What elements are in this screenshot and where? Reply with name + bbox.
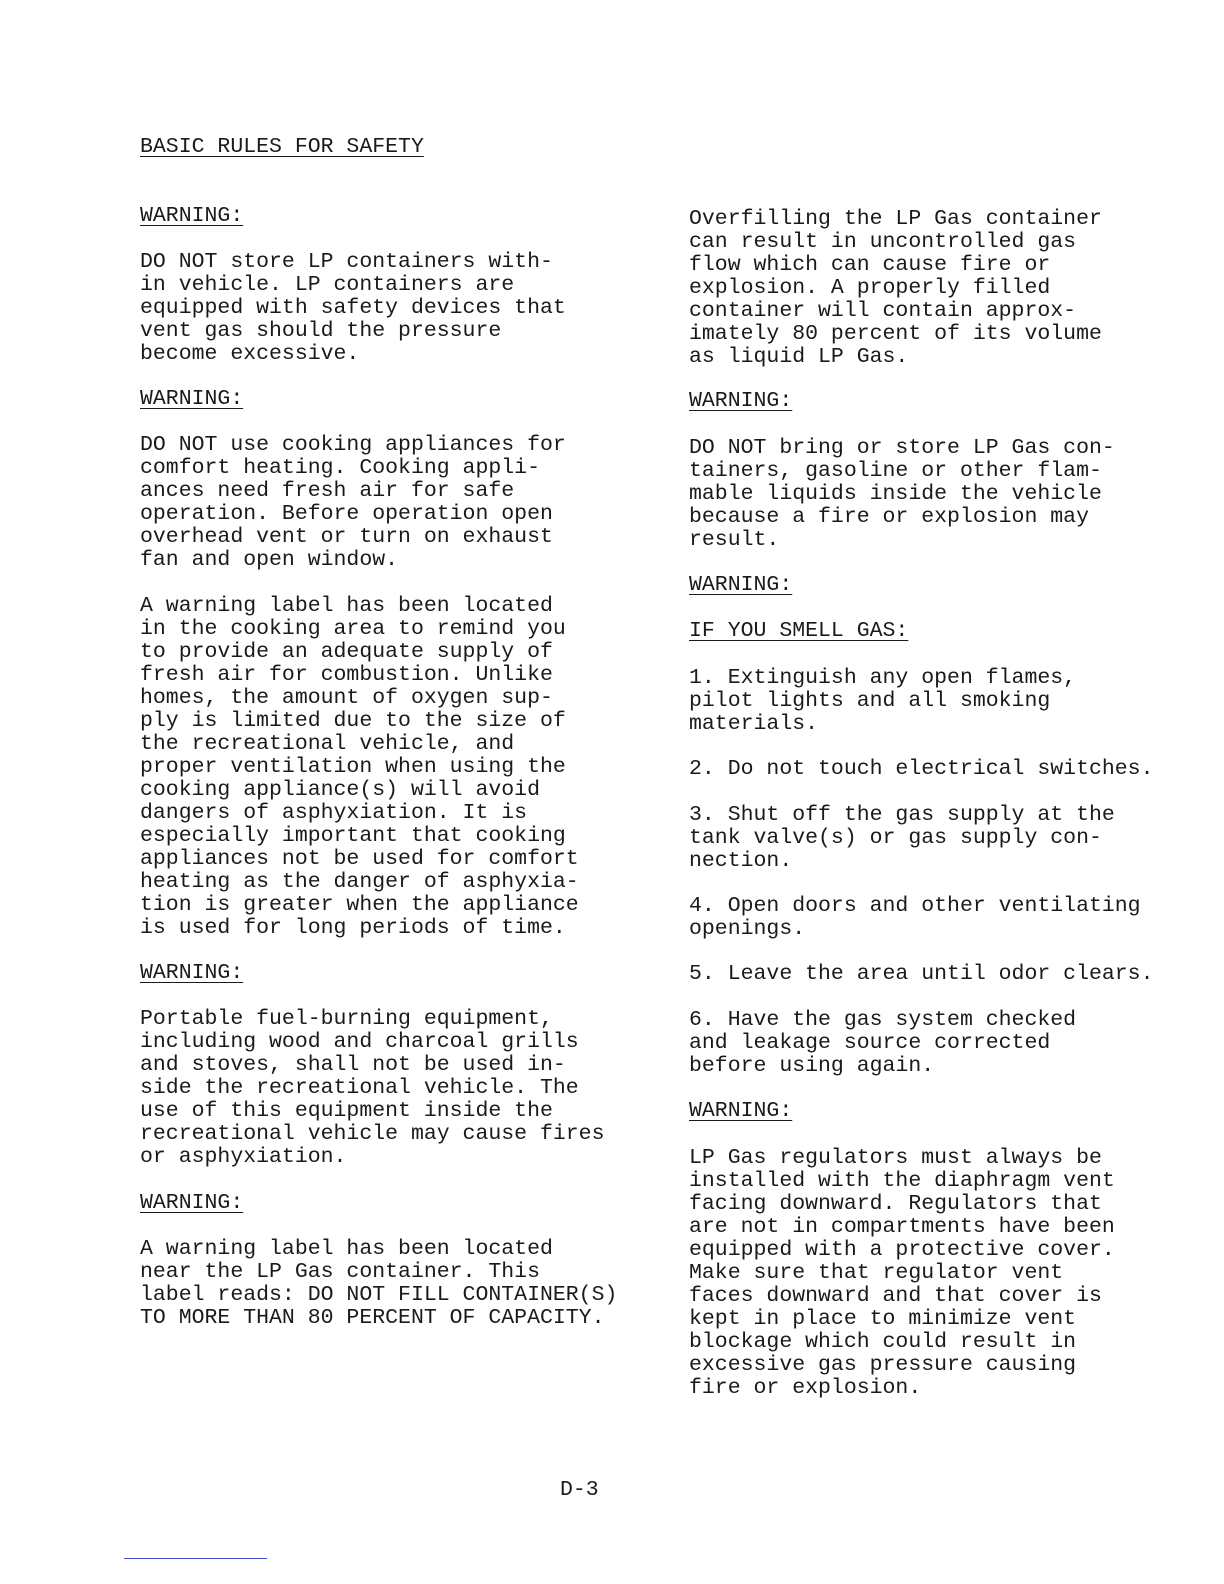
text-line: container will contain approx- — [689, 299, 1077, 323]
text-line: LP Gas regulators must always be — [689, 1146, 1102, 1170]
list-item: 6. Have the gas system checked — [689, 1008, 1077, 1032]
text-line: DO NOT bring or store LP Gas con- — [689, 436, 1115, 460]
text-line: use of this equipment inside the — [140, 1099, 553, 1123]
text-line: proper ventilation when using the — [140, 755, 566, 779]
list-item: materials. — [689, 712, 819, 736]
text-line: especially important that cooking — [140, 824, 566, 848]
text-line: because a fire or explosion may — [689, 505, 1089, 529]
text-line: result. — [689, 528, 780, 552]
text-line: fire or explosion. — [689, 1376, 922, 1400]
list-item: and leakage source corrected — [689, 1031, 1051, 1055]
text-line: to provide an adequate supply of — [140, 640, 553, 664]
text-line: blockage which could result in — [689, 1330, 1077, 1354]
text-line: tion is greater when the appliance — [140, 893, 579, 917]
text-line: side the recreational vehicle. The — [140, 1076, 579, 1100]
page-heading: BASIC RULES FOR SAFETY — [140, 135, 424, 159]
list-item: 4. Open doors and other ventilating — [689, 894, 1141, 918]
text-line: label reads: DO NOT FILL CONTAINER(S) — [140, 1283, 618, 1307]
text-line: become excessive. — [140, 342, 360, 366]
text-line: Portable fuel-burning equipment, — [140, 1007, 553, 1031]
text-line: comfort heating. Cooking appli- — [140, 456, 540, 480]
text-line: tainers, gasoline or other flam- — [689, 459, 1102, 483]
text-line: ply is limited due to the size of — [140, 709, 566, 733]
text-line: fan and open window. — [140, 548, 399, 572]
text-line: heating as the danger of asphyxia- — [140, 870, 579, 894]
text-line: TO MORE THAN 80 PERCENT OF CAPACITY. — [140, 1306, 605, 1330]
text-line: DO NOT store LP containers with- — [140, 250, 553, 274]
text-line: cooking appliance(s) will avoid — [140, 778, 540, 802]
text-line: and stoves, shall not be used in- — [140, 1053, 566, 1077]
text-line: mable liquids inside the vehicle — [689, 482, 1102, 506]
text-line: Make sure that regulator vent — [689, 1261, 1064, 1285]
list-item: before using again. — [689, 1054, 935, 1078]
text-line: or asphyxiation. — [140, 1145, 347, 1169]
text-line: imately 80 percent of its volume — [689, 322, 1102, 346]
text-line: including wood and charcoal grills — [140, 1030, 579, 1054]
warning-label: WARNING: — [689, 1099, 793, 1123]
list-item: tank valve(s) or gas supply con- — [689, 826, 1102, 850]
warning-label: WARNING: — [140, 204, 244, 228]
warning-label: WARNING: — [140, 961, 244, 985]
text-line: faces downward and that cover is — [689, 1284, 1102, 1308]
smell-gas-subheading: IF YOU SMELL GAS: — [689, 619, 909, 643]
text-line: DO NOT use cooking appliances for — [140, 433, 566, 457]
text-line: the recreational vehicle, and — [140, 732, 515, 756]
text-line: appliances not be used for comfort — [140, 847, 579, 871]
text-line: excessive gas pressure causing — [689, 1353, 1077, 1377]
text-line: installed with the diaphragm vent — [689, 1169, 1115, 1193]
text-line: is used for long periods of time. — [140, 916, 566, 940]
text-line: can result in uncontrolled gas — [689, 230, 1077, 254]
text-line: operation. Before operation open — [140, 502, 553, 526]
warning-label: WARNING: — [140, 387, 244, 411]
text-line: are not in compartments have been — [689, 1215, 1115, 1239]
text-line: recreational vehicle may cause fires — [140, 1122, 605, 1146]
text-line: in vehicle. LP containers are — [140, 273, 515, 297]
text-line: equipped with a protective cover. — [689, 1238, 1115, 1262]
text-line: equipped with safety devices that — [140, 296, 566, 320]
list-item: pilot lights and all smoking — [689, 689, 1051, 713]
warning-label: WARNING: — [689, 389, 793, 413]
text-line: explosion. A properly filled — [689, 276, 1051, 300]
text-line: Overfilling the LP Gas container — [689, 207, 1102, 231]
text-line: kept in place to minimize vent — [689, 1307, 1077, 1331]
footer-rule — [124, 1558, 267, 1559]
page-number: D-3 — [560, 1478, 599, 1502]
list-item: nection. — [689, 849, 793, 873]
text-line: as liquid LP Gas. — [689, 345, 909, 369]
text-line: dangers of asphyxiation. It is — [140, 801, 528, 825]
text-line: A warning label has been located — [140, 594, 553, 618]
text-line: in the cooking area to remind you — [140, 617, 566, 641]
list-item: openings. — [689, 917, 806, 941]
list-item: 1. Extinguish any open flames, — [689, 666, 1077, 690]
text-line: overhead vent or turn on exhaust — [140, 525, 553, 549]
list-item: 2. Do not touch electrical switches. — [689, 757, 1154, 781]
warning-label: WARNING: — [140, 1191, 244, 1215]
list-item: 3. Shut off the gas supply at the — [689, 803, 1115, 827]
text-line: ances need fresh air for safe — [140, 479, 515, 503]
text-line: vent gas should the pressure — [140, 319, 502, 343]
text-line: flow which can cause fire or — [689, 253, 1051, 277]
warning-label: WARNING: — [689, 573, 793, 597]
list-item: 5. Leave the area until odor clears. — [689, 962, 1154, 986]
text-line: near the LP Gas container. This — [140, 1260, 540, 1284]
text-line: facing downward. Regulators that — [689, 1192, 1102, 1216]
text-line: fresh air for combustion. Unlike — [140, 663, 553, 687]
text-line: homes, the amount of oxygen sup- — [140, 686, 553, 710]
text-line: A warning label has been located — [140, 1237, 553, 1261]
